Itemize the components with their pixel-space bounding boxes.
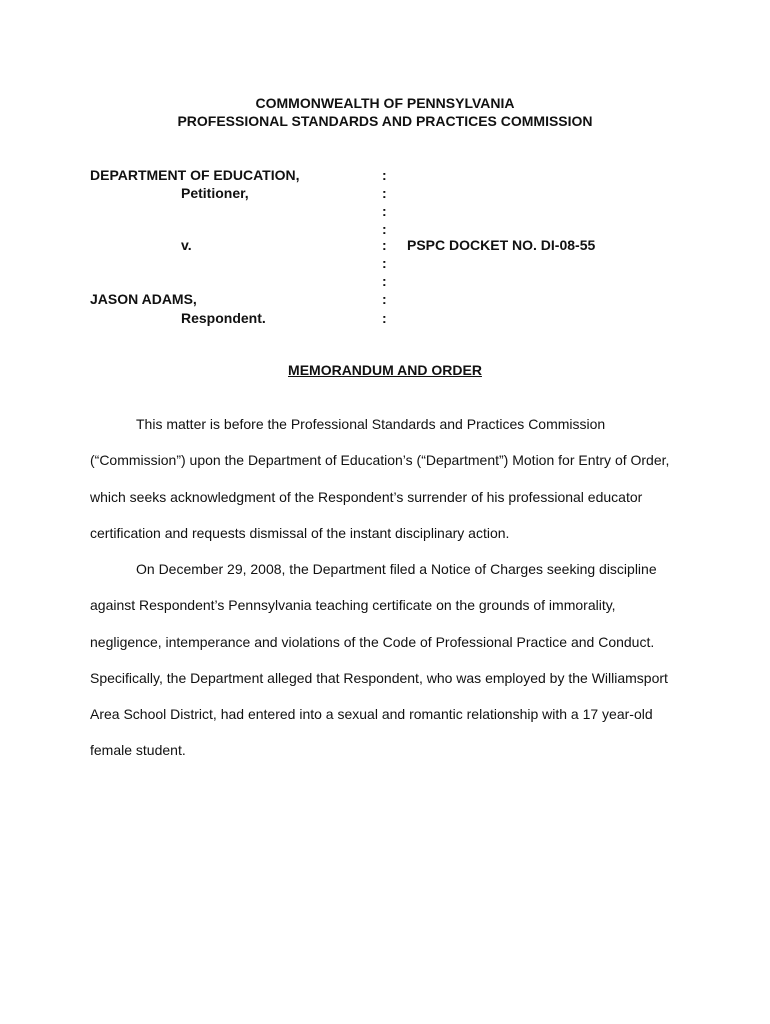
caption-colon: :	[382, 185, 387, 201]
paragraph-text: On December 29, 2008, the Department filed a Notice of Charges seeking discipline against Respondent’s Pennsylvania teaching certificate on the grounds of immorality, negligence, intemperance and violations of the Code of Professional Practice and Conduct. Specifically, the Department alleged that Respondent, who was employed by the Williamsport Area School District, had entered into a sexual and romantic relationship with a 17 year-old female student.	[90, 561, 668, 759]
petitioner-role: Petitioner,	[181, 185, 249, 201]
header-commission: PROFESSIONAL STANDARDS AND PRACTICES COMMISSION	[177, 113, 593, 129]
document-title: MEMORANDUM AND ORDER	[288, 362, 482, 378]
petitioner-name: DEPARTMENT OF EDUCATION,	[90, 167, 300, 183]
docket-number: PSPC DOCKET NO. DI-08-55	[407, 237, 596, 253]
body-paragraph	[90, 551, 686, 769]
header-commonwealth: COMMONWEALTH OF PENNSYLVANIA	[255, 95, 515, 111]
body-paragraph	[90, 406, 686, 551]
caption-colon: :	[382, 255, 387, 271]
caption-colon: :	[382, 273, 387, 289]
versus-label: v.	[181, 237, 192, 253]
caption-colon: :	[382, 237, 387, 253]
caption-colon: :	[382, 167, 387, 183]
caption-colon: :	[382, 221, 387, 237]
respondent-role: Respondent.	[181, 310, 266, 326]
caption-colon: :	[382, 310, 387, 326]
paragraph-text: This matter is before the Professional Standards and Practices Commission (“Commission”) upon the Department of Education’s (“Department”) Motion for Entry of Order, which seeks acknowledgment of the Respondent’s surrender of his professional educator certification and requests dismissal of the instant disciplinary action.	[90, 416, 670, 541]
respondent-name: JASON ADAMS,	[90, 291, 197, 307]
caption-colon: :	[382, 203, 387, 219]
caption-colon: :	[382, 291, 387, 307]
